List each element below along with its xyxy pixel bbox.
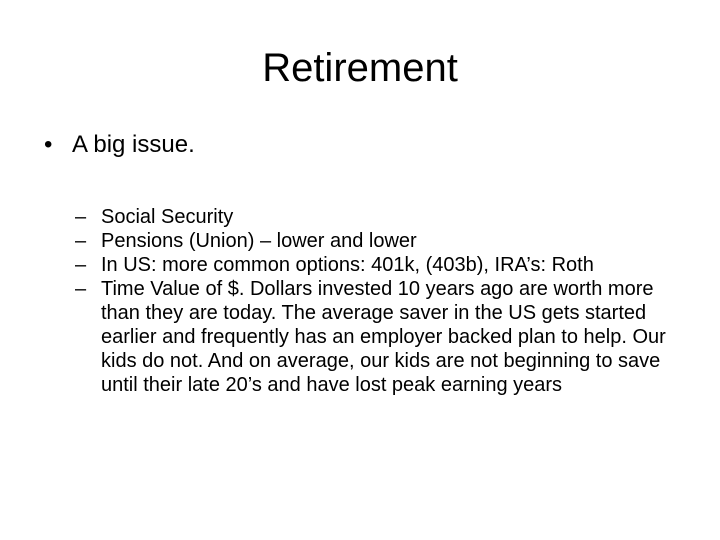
sub-bullet-text: Pensions (Union) – lower and lower (101, 230, 417, 252)
slide-title: Retirement (262, 46, 458, 90)
bullet-text: A big issue. (72, 131, 195, 158)
sub-bullet-item (75, 229, 695, 253)
dash-marker: – (75, 206, 87, 228)
bullet-item (44, 130, 195, 160)
sub-bullet-item (75, 205, 695, 229)
sub-bullet-item (75, 277, 695, 397)
dash-marker: – (75, 254, 87, 276)
sub-bullet-text: Social Security (101, 206, 234, 228)
dash-marker: – (75, 230, 87, 252)
sub-bullet-text: Time Value of $. Dollars invested 10 years ago are worth more than they are today. The average saver in the US gets started earlier and frequently has an employer backed plan to help. Our kids do not. And on average, our kids are not beginning to save until their late 20’s and have lost peak earning years (101, 278, 666, 396)
sub-bullet-item (75, 253, 695, 277)
bullet-marker: • (44, 131, 53, 158)
sub-bullet-text: In US: more common options: 401k, (403b), IRA’s: Roth (101, 254, 594, 276)
sub-bullet-list (75, 205, 695, 397)
dash-marker: – (75, 278, 87, 300)
